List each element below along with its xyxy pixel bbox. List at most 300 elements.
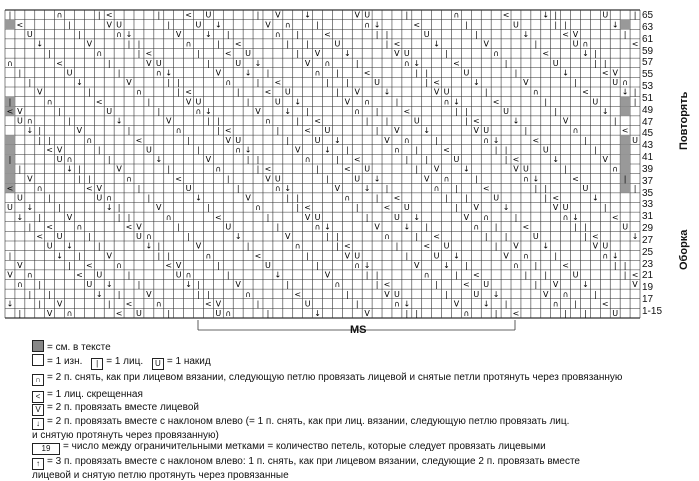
chart-cell-symbol: | (465, 116, 468, 126)
row-number: 21 (642, 270, 654, 282)
chart-cell-symbol: U (443, 241, 450, 251)
chart-cell-symbol: ↓ (195, 193, 202, 203)
chart-cell-symbol: ↓ (492, 289, 500, 299)
repeat-label: Повторять (678, 91, 690, 150)
gray-cell (5, 164, 15, 174)
chart-cell-symbol: ↓ (66, 241, 73, 251)
chart-cell-symbol: U (354, 251, 361, 261)
chart-cell-symbol: | (385, 116, 389, 126)
chart-cell-symbol: | (633, 183, 637, 193)
gray-cell (620, 164, 630, 174)
chart-cell-symbol: | (484, 87, 488, 97)
chart-cell-symbol: ↓ (26, 126, 34, 136)
chart-cell-symbol: V (503, 251, 509, 261)
chart-cell-symbol: ↓ (343, 49, 351, 59)
chart-cell-symbol: U (503, 106, 509, 116)
chart-cell-symbol: ∩ (622, 78, 629, 87)
chart-cell-symbol: V (66, 212, 73, 222)
chart-cell-symbol: < (185, 87, 192, 97)
chart-cell-symbol: V (225, 135, 231, 145)
chart-cell-symbol: | (435, 135, 438, 145)
chart-cell-symbol: | (603, 203, 607, 213)
chart-cell-symbol: < (572, 174, 579, 184)
chart-cell-symbol: | (345, 289, 349, 299)
chart-cell-symbol: V (552, 203, 559, 213)
chart-cell-symbol: | (256, 10, 260, 20)
chart-cell-symbol: | (544, 270, 548, 280)
chart-cell-symbol: | (345, 78, 349, 87)
chart-cell-symbol: | (107, 58, 111, 68)
chart-cell-symbol: | (494, 241, 498, 251)
chart-cell-symbol: | (415, 68, 419, 78)
chart-cell-symbol: U (483, 126, 490, 136)
chart-cell-symbol: < (234, 39, 242, 49)
chart-cell-symbol: ∩ (433, 183, 440, 193)
chart-cell-symbol: | (276, 126, 280, 136)
chart-cell-symbol: ↓ (433, 39, 440, 49)
row-number: 59 (642, 45, 654, 57)
chart-cell-symbol: U (602, 241, 609, 251)
chart-cell-symbol: U (493, 193, 500, 203)
row-number: 65 (642, 10, 654, 21)
chart-cell-symbol: < (145, 49, 153, 59)
chart-cell-symbol: < (254, 251, 262, 261)
row-number: 41 (642, 152, 654, 164)
chart-cell-symbol: | (107, 299, 111, 309)
chart-cell-symbol: ↓ (185, 280, 192, 290)
gray-cell-icon (32, 340, 44, 352)
chart-cell-symbol: | (405, 155, 409, 164)
chart-cell-symbol: | (524, 270, 528, 280)
chart-cell-symbol: | (623, 174, 627, 184)
chart-cell-symbol: | (226, 29, 230, 39)
chart-cell-symbol: ∩ (483, 212, 490, 222)
chart-cell-symbol: ∩ (255, 203, 261, 213)
chart-cell-symbol: | (38, 212, 42, 222)
chart-cell-symbol: ∩ (552, 299, 559, 309)
row-number: 37 (642, 175, 654, 187)
chart-cell-symbol: | (613, 260, 617, 270)
chart-cell-symbol: | (8, 10, 12, 20)
row-number: 35 (642, 187, 654, 199)
chart-cell-symbol: | (266, 68, 270, 78)
chart-cell-symbol: | (375, 193, 379, 203)
chart-cell-symbol: | (127, 270, 131, 280)
row-number: 45 (642, 128, 654, 140)
chart-cell-symbol: | (127, 126, 131, 136)
chart-cell-symbol: U (612, 309, 619, 318)
chart-cell-symbol: | (286, 135, 290, 145)
chart-cell-symbol: | (38, 126, 42, 136)
chart-cell-symbol: < (592, 232, 599, 241)
chart-cell-symbol: ∩ (393, 145, 400, 155)
chart-cell-symbol: | (276, 222, 280, 232)
chart-cell-symbol: | (18, 164, 22, 174)
chart-cell-symbol: U (46, 241, 53, 251)
chart-cell-symbol: < (46, 222, 53, 232)
chart-cell-symbol: ↓ (512, 116, 520, 126)
chart-cell-symbol: ↓ (214, 20, 222, 30)
chart-cell-symbol: ↓ (472, 78, 480, 87)
edging-label: Оборка (678, 229, 690, 270)
chart-cell-symbol: < (552, 193, 560, 203)
chart-cell-symbol: V (126, 78, 132, 87)
legend-k3tog: ↑ = 3 п. провязать вместе с наклоном влево: 1 п. снять, как при лицевом вязании, следующие 2 п. провязать вместе лицевой и снятую петлю протянуть через провязанные (32, 456, 580, 481)
chart-cell-symbol: < (343, 164, 351, 174)
chart-cell-symbol: ↓ (592, 193, 599, 203)
gray-cell (620, 106, 630, 116)
chart-cell-symbol: ∩ (513, 260, 519, 270)
chart-cell-symbol: ↓ (324, 145, 331, 155)
chart-cell-symbol: U (284, 87, 291, 97)
chart-cell-symbol: U (7, 203, 13, 213)
chart-cell-symbol: V (17, 106, 23, 116)
chart-cell-symbol: V (414, 260, 420, 270)
chart-cell-symbol: < (115, 309, 123, 318)
chart-cell-symbol: | (167, 164, 171, 174)
chart-cell-symbol: ∩ (36, 183, 43, 193)
chart-cell-symbol: ∩ (155, 68, 162, 78)
chart-cell-symbol: | (256, 164, 260, 174)
chart-cell-symbol: | (435, 280, 438, 290)
chart-cell-symbol: ∩ (294, 241, 301, 251)
chart-cell-symbol: < (611, 212, 619, 222)
chart-cell-symbol: | (336, 232, 339, 241)
chart-cell-symbol: V (215, 299, 222, 309)
chart-cell-symbol: ↓ (155, 155, 163, 164)
chart-cell-symbol: V (116, 164, 122, 174)
chart-cell-symbol: ∩ (562, 212, 569, 222)
chart-cell-symbol: < (453, 58, 460, 68)
row-number: 25 (642, 246, 654, 258)
chart-cell-symbol: ↓ (363, 183, 371, 193)
chart-cell-symbol: | (445, 193, 448, 203)
chart-cell-symbol: < (224, 49, 232, 59)
chart-cell-symbol: ↓ (284, 183, 292, 193)
chart-cell-symbol: < (582, 87, 589, 97)
row-number: 27 (642, 234, 654, 246)
chart-cell-symbol: U (265, 260, 271, 270)
chart-cell-symbol: ∩ (522, 174, 529, 184)
row-number: 17 (642, 294, 654, 306)
chart-cell-symbol: ↓ (631, 232, 639, 241)
chart-cell-symbol: | (296, 193, 300, 203)
chart-cell-symbol: U (175, 270, 182, 280)
chart-cell-symbol: U (433, 251, 440, 261)
chart-cell-symbol: < (631, 270, 639, 280)
ms-label: MS (350, 324, 367, 336)
chart-cell-symbol: < (621, 126, 629, 136)
chart-cell-symbol: V (265, 20, 271, 30)
chart-cell-symbol: < (383, 203, 391, 213)
chart-cell-symbol: V (483, 39, 489, 49)
chart-cell-symbol: V (304, 58, 311, 68)
chart-cell-symbol: ∩ (562, 289, 569, 299)
chart-cell-symbol: | (445, 49, 448, 59)
chart-cell-symbol: ∩ (344, 193, 351, 203)
chart-cell-symbol: U (245, 49, 252, 59)
legend-gray: = см. в тексте (32, 340, 111, 353)
chart-cell-symbol: U (116, 20, 123, 30)
chart-cell-symbol: < (443, 145, 450, 155)
chart-cell-symbol: ∩ (354, 106, 361, 116)
chart-cell-symbol: V (215, 68, 222, 78)
chart-cell-symbol: < (165, 260, 173, 270)
chart-cell-symbol: | (246, 241, 250, 251)
chart-cell-symbol: < (56, 58, 63, 68)
chart-cell-symbol: | (385, 183, 389, 193)
chart-cell-symbol: ↓ (244, 145, 252, 155)
chart-cell-symbol: | (58, 203, 61, 213)
chart-cell-symbol: | (28, 222, 32, 232)
chart-cell-symbol: V (265, 174, 271, 184)
chart-cell-symbol: | (613, 116, 617, 126)
chart-cell-symbol: U (86, 280, 93, 290)
chart-cell-symbol: | (197, 49, 200, 59)
chart-cell-symbol: V (374, 222, 380, 232)
chart-cell-symbol: ↓ (6, 299, 14, 309)
chart-cell-symbol: ∩ (145, 232, 152, 241)
chart-cell-symbol: | (157, 106, 161, 116)
chart-cell-symbol: < (16, 20, 24, 30)
chart-cell-symbol: U (185, 183, 192, 193)
chart-cell-symbol: | (355, 203, 359, 213)
chart-cell-symbol: < (601, 68, 609, 78)
chart-cell-symbol: | (266, 212, 270, 222)
chart-cell-symbol: U (314, 135, 321, 145)
chart-cell-symbol: ↓ (56, 251, 63, 261)
chart-cell-symbol: ∩ (483, 135, 490, 145)
chart-cell-symbol: V (175, 260, 182, 270)
chart-cell-symbol: < (224, 126, 232, 136)
chart-cell-symbol: ↓ (254, 58, 262, 68)
chart-cell-symbol: | (147, 97, 151, 107)
chart-cell-symbol: V (602, 155, 609, 164)
chart-cell-symbol: | (445, 289, 448, 299)
chart-cell-symbol: | (544, 183, 548, 193)
chart-cell-symbol: V (513, 164, 519, 174)
chart-cell-symbol: ∩ (86, 135, 93, 145)
chart-cell-symbol: < (463, 280, 470, 290)
chart-cell-symbol: | (246, 155, 250, 164)
chart-cell-symbol: | (385, 29, 389, 39)
chart-cell-symbol: ↓ (115, 116, 123, 126)
crossed-knit-icon: < (32, 391, 44, 403)
chart-cell-symbol: V (36, 87, 43, 97)
chart-cell-symbol: U (632, 135, 638, 145)
chart-cell-symbol: ↓ (334, 135, 341, 145)
chart-cell-symbol: ∩ (106, 193, 113, 203)
chart-cell-symbol: | (375, 126, 379, 136)
chart-cell-symbol: ∩ (364, 97, 371, 107)
chart-cell-symbol: V (433, 87, 440, 97)
chart-cell-symbol: U (304, 299, 311, 309)
chart-cell-symbol: ↓ (403, 299, 411, 309)
chart-cell-symbol: ∩ (274, 183, 281, 193)
gray-cell (5, 20, 15, 30)
chart-cell-symbol: ∩ (126, 174, 132, 184)
chart-cell-symbol: < (264, 164, 272, 174)
chart-cell-symbol: | (455, 106, 458, 116)
row-number: 57 (642, 57, 654, 69)
chart-cell-symbol: V (27, 174, 33, 184)
chart-cell-symbol: U (532, 232, 539, 241)
chart-cell-symbol: ↓ (542, 10, 550, 20)
chart-cell-symbol: | (425, 155, 429, 164)
chart-cell-symbol: U (592, 97, 599, 107)
row-number: 49 (642, 104, 654, 116)
chart-cell-symbol: | (197, 280, 200, 290)
chart-cell-symbol: ∩ (66, 155, 73, 164)
chart-cell-symbol: U (463, 68, 470, 78)
chart-cell-symbol: | (38, 280, 42, 290)
chart-cell-symbol: V (17, 260, 23, 270)
chart-cell-symbol: | (514, 212, 518, 222)
chart-cell-symbol: ∩ (473, 222, 480, 232)
row-number: 39 (642, 163, 654, 175)
chart-cell-symbol: ↓ (16, 212, 24, 222)
chart-cell-symbol: U (225, 222, 232, 232)
chart-cell-symbol: U (16, 193, 23, 203)
chart-cell-symbol: < (314, 116, 321, 126)
knit-icon: | (91, 358, 103, 370)
chart-cell-symbol: | (286, 39, 290, 49)
chart-cell-symbol: U (195, 97, 202, 107)
chart-cell-symbol: U (552, 58, 559, 68)
chart-cell-symbol: U (542, 145, 549, 155)
chart-cell-symbol: < (343, 241, 351, 251)
chart-cell-symbol: | (574, 78, 577, 87)
chart-cell-symbol: ∩ (403, 135, 410, 145)
chart-cell-symbol: U (602, 10, 609, 20)
chart-cell-symbol: | (326, 232, 329, 241)
chart-cell-symbol: | (336, 68, 339, 78)
chart-cell-symbol: < (304, 126, 311, 136)
chart-cell-symbol: | (633, 10, 637, 20)
chart-cell-symbol: < (125, 222, 133, 232)
chart-cell-symbol: ∩ (364, 20, 371, 30)
chart-cell-symbol: ∩ (185, 39, 192, 49)
chart-cell-symbol: | (18, 68, 22, 78)
chart-cell-symbol: < (205, 299, 212, 309)
chart-cell-symbol: ↓ (562, 68, 569, 78)
chart-cell-symbol: | (564, 20, 567, 30)
row-number: 61 (642, 33, 654, 45)
chart-cell-symbol: ↓ (532, 174, 540, 184)
chart-cell-symbol: | (286, 280, 290, 290)
chart-cell-symbol: ∩ (56, 10, 63, 20)
chart-cell-symbol: | (494, 222, 498, 232)
chart-cell-symbol: | (465, 106, 468, 116)
chart-cell-symbol: ∩ (612, 164, 619, 174)
chart-cell-symbol: | (97, 241, 101, 251)
chart-cell-symbol: | (365, 270, 369, 280)
chart-cell-symbol: U (413, 116, 420, 126)
chart-cell-symbol: ∩ (334, 280, 341, 290)
chart-cell-symbol: | (38, 299, 42, 309)
chart-cell-symbol: ↓ (294, 97, 302, 107)
chart-cell-symbol: ∩ (403, 58, 410, 68)
chart-cell-symbol: | (504, 145, 508, 155)
chart-cell-symbol: < (175, 174, 182, 184)
chart-cell-symbol: V (364, 309, 370, 318)
chart-cell-symbol: | (336, 241, 339, 251)
chart-cell-symbol: | (594, 49, 597, 59)
chart-cell-symbol: V (513, 241, 519, 251)
chart-cell-symbol: | (504, 155, 508, 164)
chart-cell-symbol: | (157, 10, 161, 20)
chart-cell-symbol: ∩ (205, 251, 212, 261)
chart-cell-symbol: V (205, 155, 212, 164)
row-number: 55 (642, 69, 654, 81)
chart-cell-symbol: V (106, 20, 112, 30)
chart-cell-symbol: ↓ (403, 222, 411, 232)
chart-cell-symbol: ∩ (522, 251, 529, 261)
chart-cell-symbol: | (494, 309, 498, 318)
chart-cell-symbol: ∩ (582, 39, 589, 49)
legend-k2tog: V = 2 п. провязать вместе лицевой (32, 402, 199, 416)
legend-crossed: < = 1 лиц. скрещенная (32, 389, 143, 403)
chart-cell-symbol: | (18, 309, 22, 318)
chart-cell-symbol: < (105, 10, 113, 20)
chart-cell-symbol: ↓ (66, 164, 73, 174)
chart-cell-symbol: ∩ (304, 155, 311, 164)
chart-cell-symbol: ∩ (116, 29, 123, 39)
chart-cell-symbol: < (304, 203, 311, 213)
chart-cell-symbol: ↓ (413, 58, 421, 68)
chart-cell-symbol: | (78, 174, 81, 184)
chart-cell-symbol: U (136, 232, 142, 241)
chart-cell-symbol: | (306, 251, 309, 261)
chart-cell-symbol: ∩ (572, 126, 579, 136)
chart-cell-symbol: V (562, 116, 569, 126)
chart-cell-symbol: | (216, 116, 220, 126)
chart-cell-symbol: | (316, 20, 319, 30)
chart-cell-symbol: U (195, 20, 202, 30)
chart-cell-symbol: ∩ (46, 97, 53, 107)
chart-cell-symbol: V (433, 164, 440, 174)
chart-cell-symbol: V (453, 299, 460, 309)
chart-cell-symbol: V (245, 193, 251, 203)
chart-cell-symbol: | (296, 203, 300, 213)
chart-cell-symbol: U (374, 78, 380, 87)
chart-cell-symbol: < (512, 309, 520, 318)
chart-cell-symbol: < (85, 260, 93, 270)
chart-cell-symbol: U (145, 145, 152, 155)
chart-cell-symbol: U (324, 126, 331, 136)
chart-cell-symbol: | (117, 68, 121, 78)
chart-cell-symbol: ↓ (205, 106, 212, 116)
chart-cell-symbol: ↓ (36, 39, 44, 49)
chart-cell-symbol: | (544, 193, 548, 203)
chart-cell-symbol: | (594, 289, 597, 299)
row-number: 47 (642, 116, 654, 128)
chart-cell-symbol: | (48, 49, 51, 59)
chart-cell-symbol: V (314, 49, 321, 59)
chart-cell-symbol: V (572, 29, 579, 39)
chart-cell-symbol: V (334, 183, 341, 193)
chart-cell-symbol: ∩ (324, 58, 331, 68)
chart-cell-symbol: ↓ (125, 29, 133, 39)
chart-cell-symbol: | (355, 299, 359, 309)
chart-cell-symbol: | (177, 78, 180, 87)
chart-cell-symbol: ∩ (493, 49, 500, 59)
chart-cell-symbol: | (603, 58, 607, 68)
chart-cell-symbol: | (157, 241, 161, 251)
chart-cell-symbol: | (8, 251, 12, 261)
chart-cell-symbol: | (534, 183, 538, 193)
chart-cell-symbol: U (235, 135, 242, 145)
